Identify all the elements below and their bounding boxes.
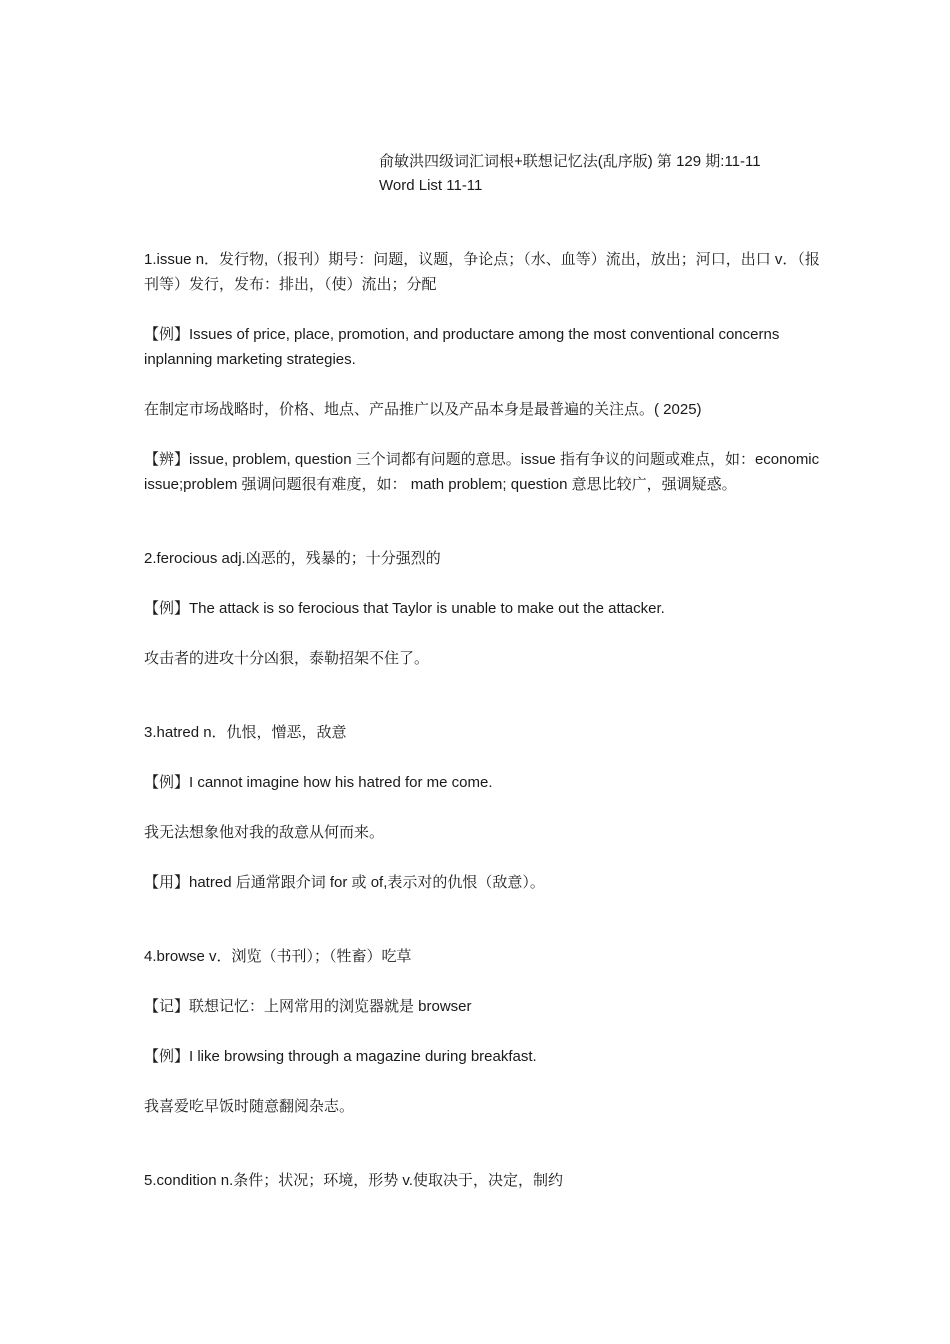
entry-line: 在制定市场战略时，价格、地点、产品推广以及产品本身是最普遍的关注点。( 2025) [144,401,702,418]
entry-line: 攻击者的进攻十分凶狠，泰勒招架不住了。 [144,650,430,667]
entry-headword: 2.ferocious adj.凶恶的，残暴的；十分强烈的 [144,550,441,567]
entry-line: 【辨】issue, problem, question 三个词都有问题的意思。issue 指有争议的问题或难点，如：economic issue;problem 强调问题很有难度，如： math problem; question 意思比较广，强调疑惑。 [144,451,820,493]
entry-headword: 4.browse v．浏览（书刊）；（牲畜）吃草 [144,948,412,965]
entry-line: 【记】联想记忆：上网常用的浏览器就是 browser [144,998,472,1015]
document-title: 俞敏洪四级词汇词根+联想记忆法(乱序版) 第 129 期:11-11 [379,153,761,170]
entry-separator [144,696,820,720]
entry-separator [144,1144,820,1168]
entry-separator [144,920,820,944]
entry-headword: 3.hatred n．仇恨，憎恶，敌意 [144,724,347,741]
entry-line: 我无法想象他对我的敌意从何而来。 [144,824,385,841]
vocabulary-list [144,247,820,1218]
entry-line: 【例】I cannot imagine how his hatred for me come. [144,774,493,791]
entry-line: 我喜爱吃早饭时随意翻阅杂志。 [144,1098,355,1115]
document-subtitle: Word List 11-11 [379,177,483,194]
entry-line: 【用】hatred 后通常跟介词 for 或 of,表示对的仇恨（敌意）。 [144,874,545,891]
entry-headword: 1.issue n．发行物,（报刊）期号：问题，议题，争论点；（水、血等）流出，放出；河口，出口 v．（报刊等）发行，发布：排出，（使）流出；分配 [144,251,820,293]
entry-line: 【例】I like browsing through a magazine during breakfast. [144,1048,537,1065]
document-header [379,150,761,198]
entry-line: 【例】Issues of price, place, promotion, and productare among the most conventional concerns inplanning marketing strategies. [144,326,780,368]
entry-separator [144,522,820,546]
entry-headword: 5.condition n.条件；状况；环境，形势 v.使取决于，决定，制约 [144,1172,563,1189]
entry-line: 【例】The attack is so ferocious that Taylor is unable to make out the attacker. [144,600,665,617]
